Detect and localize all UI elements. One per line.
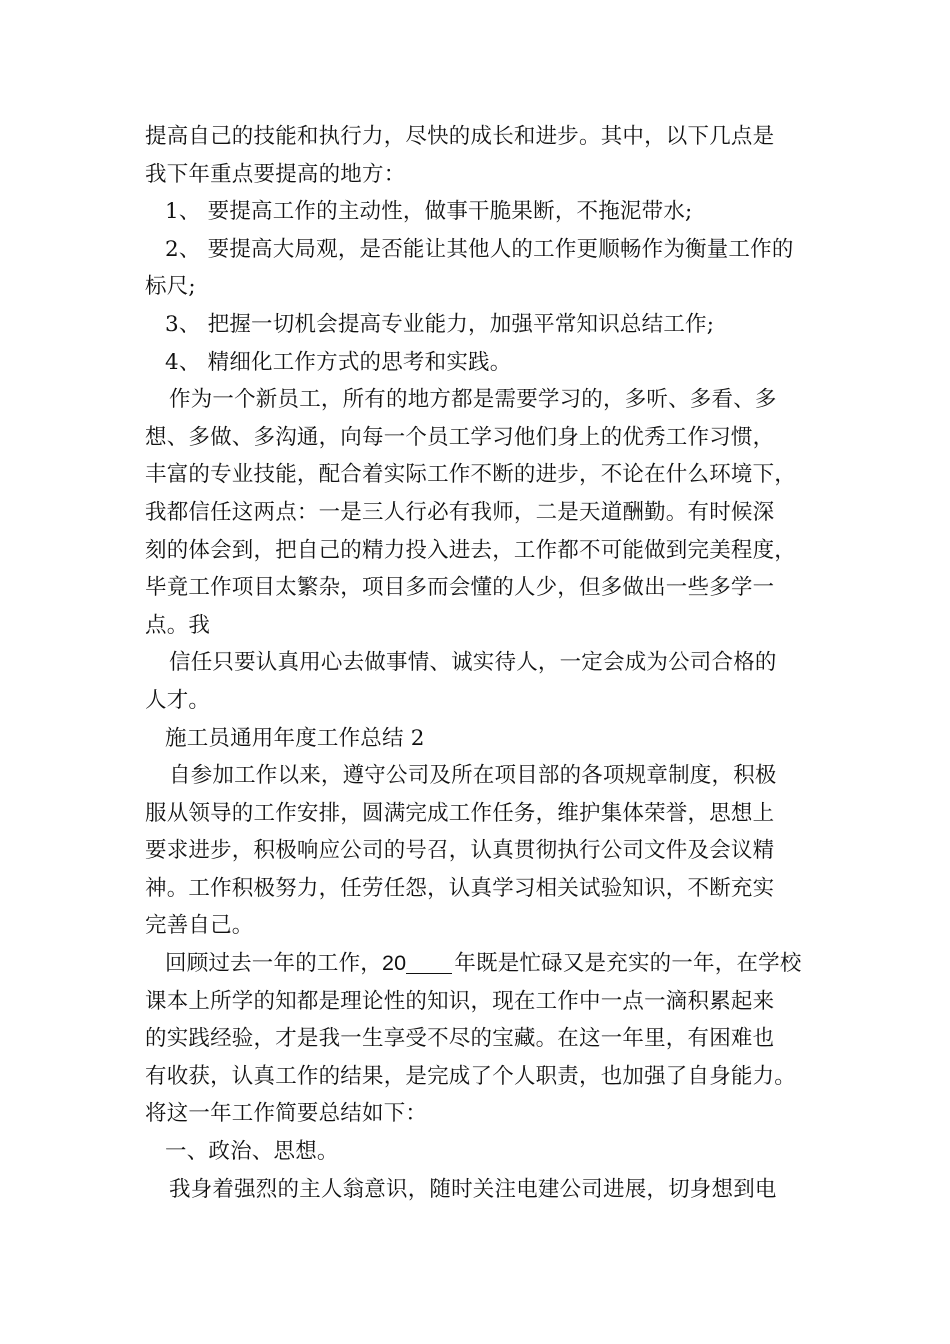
paragraph-line: 丰富的专业技能，配合着实际工作不断的进步，不论在什么环境下，: [145, 462, 797, 488]
paragraph-line: 有收获，认真工作的结果，是完成了个人职责，也加强了自身能力。: [145, 1063, 797, 1089]
paragraph-line: 的实践经验，才是我一生享受不尽的宝藏。在这一年里，有困难也: [145, 1026, 775, 1052]
paragraph-line: 想、多做、多沟通，向每一个员工学习他们身上的优秀工作习惯，: [145, 424, 775, 450]
section-heading: 施工员通用年度工作总结 2: [165, 725, 425, 751]
paragraph-line-with-blank: [145, 945, 810, 983]
list-item-2-continued: 标尺;: [145, 274, 196, 300]
list-item-4: 4、 精细化工作方式的思考和实践。: [165, 349, 512, 375]
list-item-1: 1、 要提高工作的主动性，做事干脆果断，不拖泥带水;: [165, 199, 693, 225]
paragraph-line: 我都信任这两点：一是三人行必有我师，二是天道酬勤。有时候深: [145, 499, 775, 525]
paragraph-line: 完善自己。: [145, 913, 254, 939]
list-item-2: 2、 要提高大局观，是否能让其他人的工作更顺畅作为衡量工作的: [165, 236, 794, 262]
paragraph-line: 信任只要认真用心去做事情、诚实待人，一定会成为公司合格的: [169, 650, 777, 676]
year-prefix: 20: [382, 951, 407, 976]
paragraph-line: 毕竟工作项目太繁杂，项目多而会懂的人少，但多做出一些多学一: [145, 575, 775, 601]
text-segment: 年既是忙碌又是充实的一年，在学校: [454, 951, 802, 977]
paragraph-line: 课本上所学的知都是理论性的知识，现在工作中一点一滴积累起来: [145, 988, 775, 1014]
paragraph-line: 我身着强烈的主人翁意识，随时关注电建公司进展，切身想到电: [169, 1176, 777, 1202]
paragraph-line: 作为一个新员工，所有的地方都是需要学习的，多听、多看、多: [169, 387, 777, 413]
text-segment: 回顾过去一年的工作，: [165, 951, 383, 977]
paragraph-line: 要求进步，积极响应公司的号召，认真贯彻执行公司文件及会议精: [145, 838, 775, 864]
paragraph-line: 点。我: [145, 612, 211, 638]
paragraph-line: 提高自己的技能和执行力，尽快的成长和进步。其中，以下几点是: [145, 124, 775, 149]
list-item-3: 3、 把握一切机会提高专业能力，加强平常知识总结工作;: [165, 311, 715, 337]
paragraph-line: 自参加工作以来，遵守公司及所在项目部的各项规章制度，积极: [169, 763, 777, 789]
paragraph-line: 刻的体会到，把自己的精力投入进去，工作都不可能做到完美程度，: [145, 537, 797, 563]
paragraph-line: 将这一年工作简要总结如下：: [145, 1101, 428, 1127]
paragraph-line: 服从领导的工作安排，圆满完成工作任务，维护集体荣誉，思想上: [145, 800, 775, 826]
paragraph-line: 我下年重点要提高的地方：: [145, 161, 406, 187]
paragraph-line: 神。工作积极努力，任劳任怨，认真学习相关试验知识，不断充实: [145, 875, 775, 901]
document-body: [145, 118, 810, 1208]
paragraph-line: 人才。: [145, 687, 211, 713]
fill-in-blank: [406, 951, 452, 974]
section-heading: 一、政治、思想。: [165, 1139, 339, 1165]
